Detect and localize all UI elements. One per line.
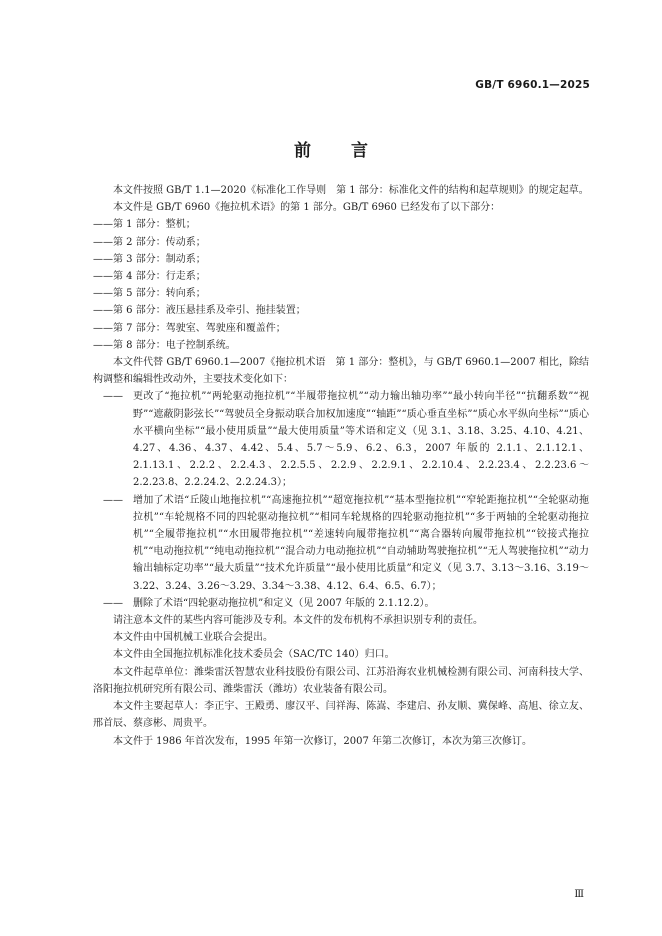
drafters-paragraph: 本文件主要起草人：李正宇、王殿勇、廖汉平、闫祥海、陈嵩、李建启、孙友顺、冀保峰、高旭、徐立友、邢首辰、蔡彦彬、周贵平。 (93, 701, 589, 730)
list-dash: —— (103, 391, 123, 403)
foreword-body (93, 182, 589, 750)
list-dash: —— (103, 494, 123, 506)
list-item: —— 第 1 部分：整机； (93, 216, 589, 233)
list-dash: —— (93, 288, 113, 300)
list-item: —— 第 4 部分：行走系； (93, 268, 589, 285)
list-item: —— 第 6 部分：液压悬挂系及牵引、拖挂装置； (93, 302, 589, 319)
standard-number: GB/T 6960.1—2025 (475, 79, 590, 91)
drafting-units-paragraph: 本文件起草单位：潍柴雷沃智慧农业科技股份有限公司、江苏沿海农业机械检测有限公司、河南科技大学、洛阳拖拉机研究所有限公司、潍柴雷沃（潍坊）农业装备有限公司。 (93, 666, 589, 695)
page-number: Ⅲ (574, 889, 584, 900)
parts-list (93, 216, 589, 354)
list-dash: —— (93, 305, 113, 317)
proposer-paragraph: 本文件由中国机械工业联合会提出。 (113, 632, 273, 644)
list-item: —— 第 5 部分：转向系； (93, 285, 589, 302)
change-item: —— 更改了“拖拉机”“两轮驱动拖拉机”“半履带拖拉机”“动力输出轴功率”“最小转向半径”“抗翻系数”“视野”“遮蔽阴影弦长”“驾驶员全身振动联合加权加速度”“轴距”“质心垂直坐标”“质心水平纵向坐标”“质心水平横向坐标”“最小使用质量”“最大使用质量”等术语和定义（见 3.1、3.18、3.25、4.10、4.21、4.27、4.36、4.37、4.42、5.4、5.7～5.9、6.2、6.3，2007 年版的 2.1.1、2.1.12.1、2.1.13.1、2.2.2、2.2.4.3、2.2.5.5、2.2.9、2.2.9.1、2.2.10.4、2.2.23.4、2.2.23.6～2.2.23.8、2.2.24.2、2.2.24.3）； (93, 388, 589, 491)
list-item: —— 第 3 部分：制动系； (93, 251, 589, 268)
list-dash: —— (93, 339, 113, 351)
list-item: —— 第 2 部分：传动系； (93, 234, 589, 251)
change-item: —— 删除了术语“四轮驱动拖拉机”和定义（见 2007 年版的 2.1.12.2）。 (93, 595, 589, 612)
page-title: 前言 (294, 141, 408, 161)
intro-paragraph-2: 本文件是 GB/T 6960《拖拉机术语》的第 1 部分。GB/T 6960 已经发布了以下部分： (113, 202, 501, 214)
intro-paragraph-1: 本文件按照 GB/T 1.1—2020《标准化工作导则 第 1 部分：标准化文件的结构和起草规则》的规定起草。 (113, 185, 589, 196)
list-dash: —— (93, 253, 113, 265)
replace-paragraph: 本文件代替 GB/T 6960.1—2007《拖拉机术语 第 1 部分：整机》，与 GB/T 6960.1—2007 相比，除结构调整和编辑性改动外，主要技术变化如下： (93, 357, 589, 386)
list-dash: —— (103, 597, 123, 609)
list-dash: —— (93, 219, 113, 231)
change-item: —— 增加了术语“丘陵山地拖拉机”“高速拖拉机”“超宽拖拉机”“基本型拖拉机”“窄轮距拖拉机”“全轮驱动拖拉机”“车轮规格不同的四轮驱动拖拉机”“相同车轮规格的四轮驱动拖拉机”“多于两轴的全轮驱动拖拉机”“全履带拖拉机”“水田履带拖拉机”“差速转向履带拖拉机”“离合器转向履带拖拉机”“铰接式拖拉机”“电动拖拉机”“纯电动拖拉机”“混合动力电动拖拉机”“自动辅助驾驶拖拉机”“无人驾驶拖拉机”“动力输出轴标定功率”“最大质量”“技术允许质量”“最小使用比质量”和定义（见 3.7、3.13～3.16、3.19～3.22、3.24、3.26～3.29、3.34～3.38、4.12、6.4、6.5、6.7）； (93, 492, 589, 595)
list-dash: —— (93, 322, 113, 334)
patent-paragraph: 请注意本文件的某些内容可能涉及专利。本文件的发布机构不承担识别专利的责任。 (113, 615, 483, 627)
list-dash: —— (93, 236, 113, 248)
changes-list (93, 388, 589, 612)
committee-paragraph: 本文件由全国拖拉机标准化技术委员会（SAC/TC 140）归口。 (113, 649, 395, 661)
list-dash: —— (93, 271, 113, 283)
history-paragraph: 本文件于 1986 年首次发布，1995 年第一次修订，2007 年第二次修订，本次为第三次修订。 (113, 735, 533, 747)
list-item: —— 第 8 部分：电子控制系统。 (93, 337, 589, 354)
list-item: —— 第 7 部分：驾驶室、驾驶座和覆盖件； (93, 320, 589, 337)
